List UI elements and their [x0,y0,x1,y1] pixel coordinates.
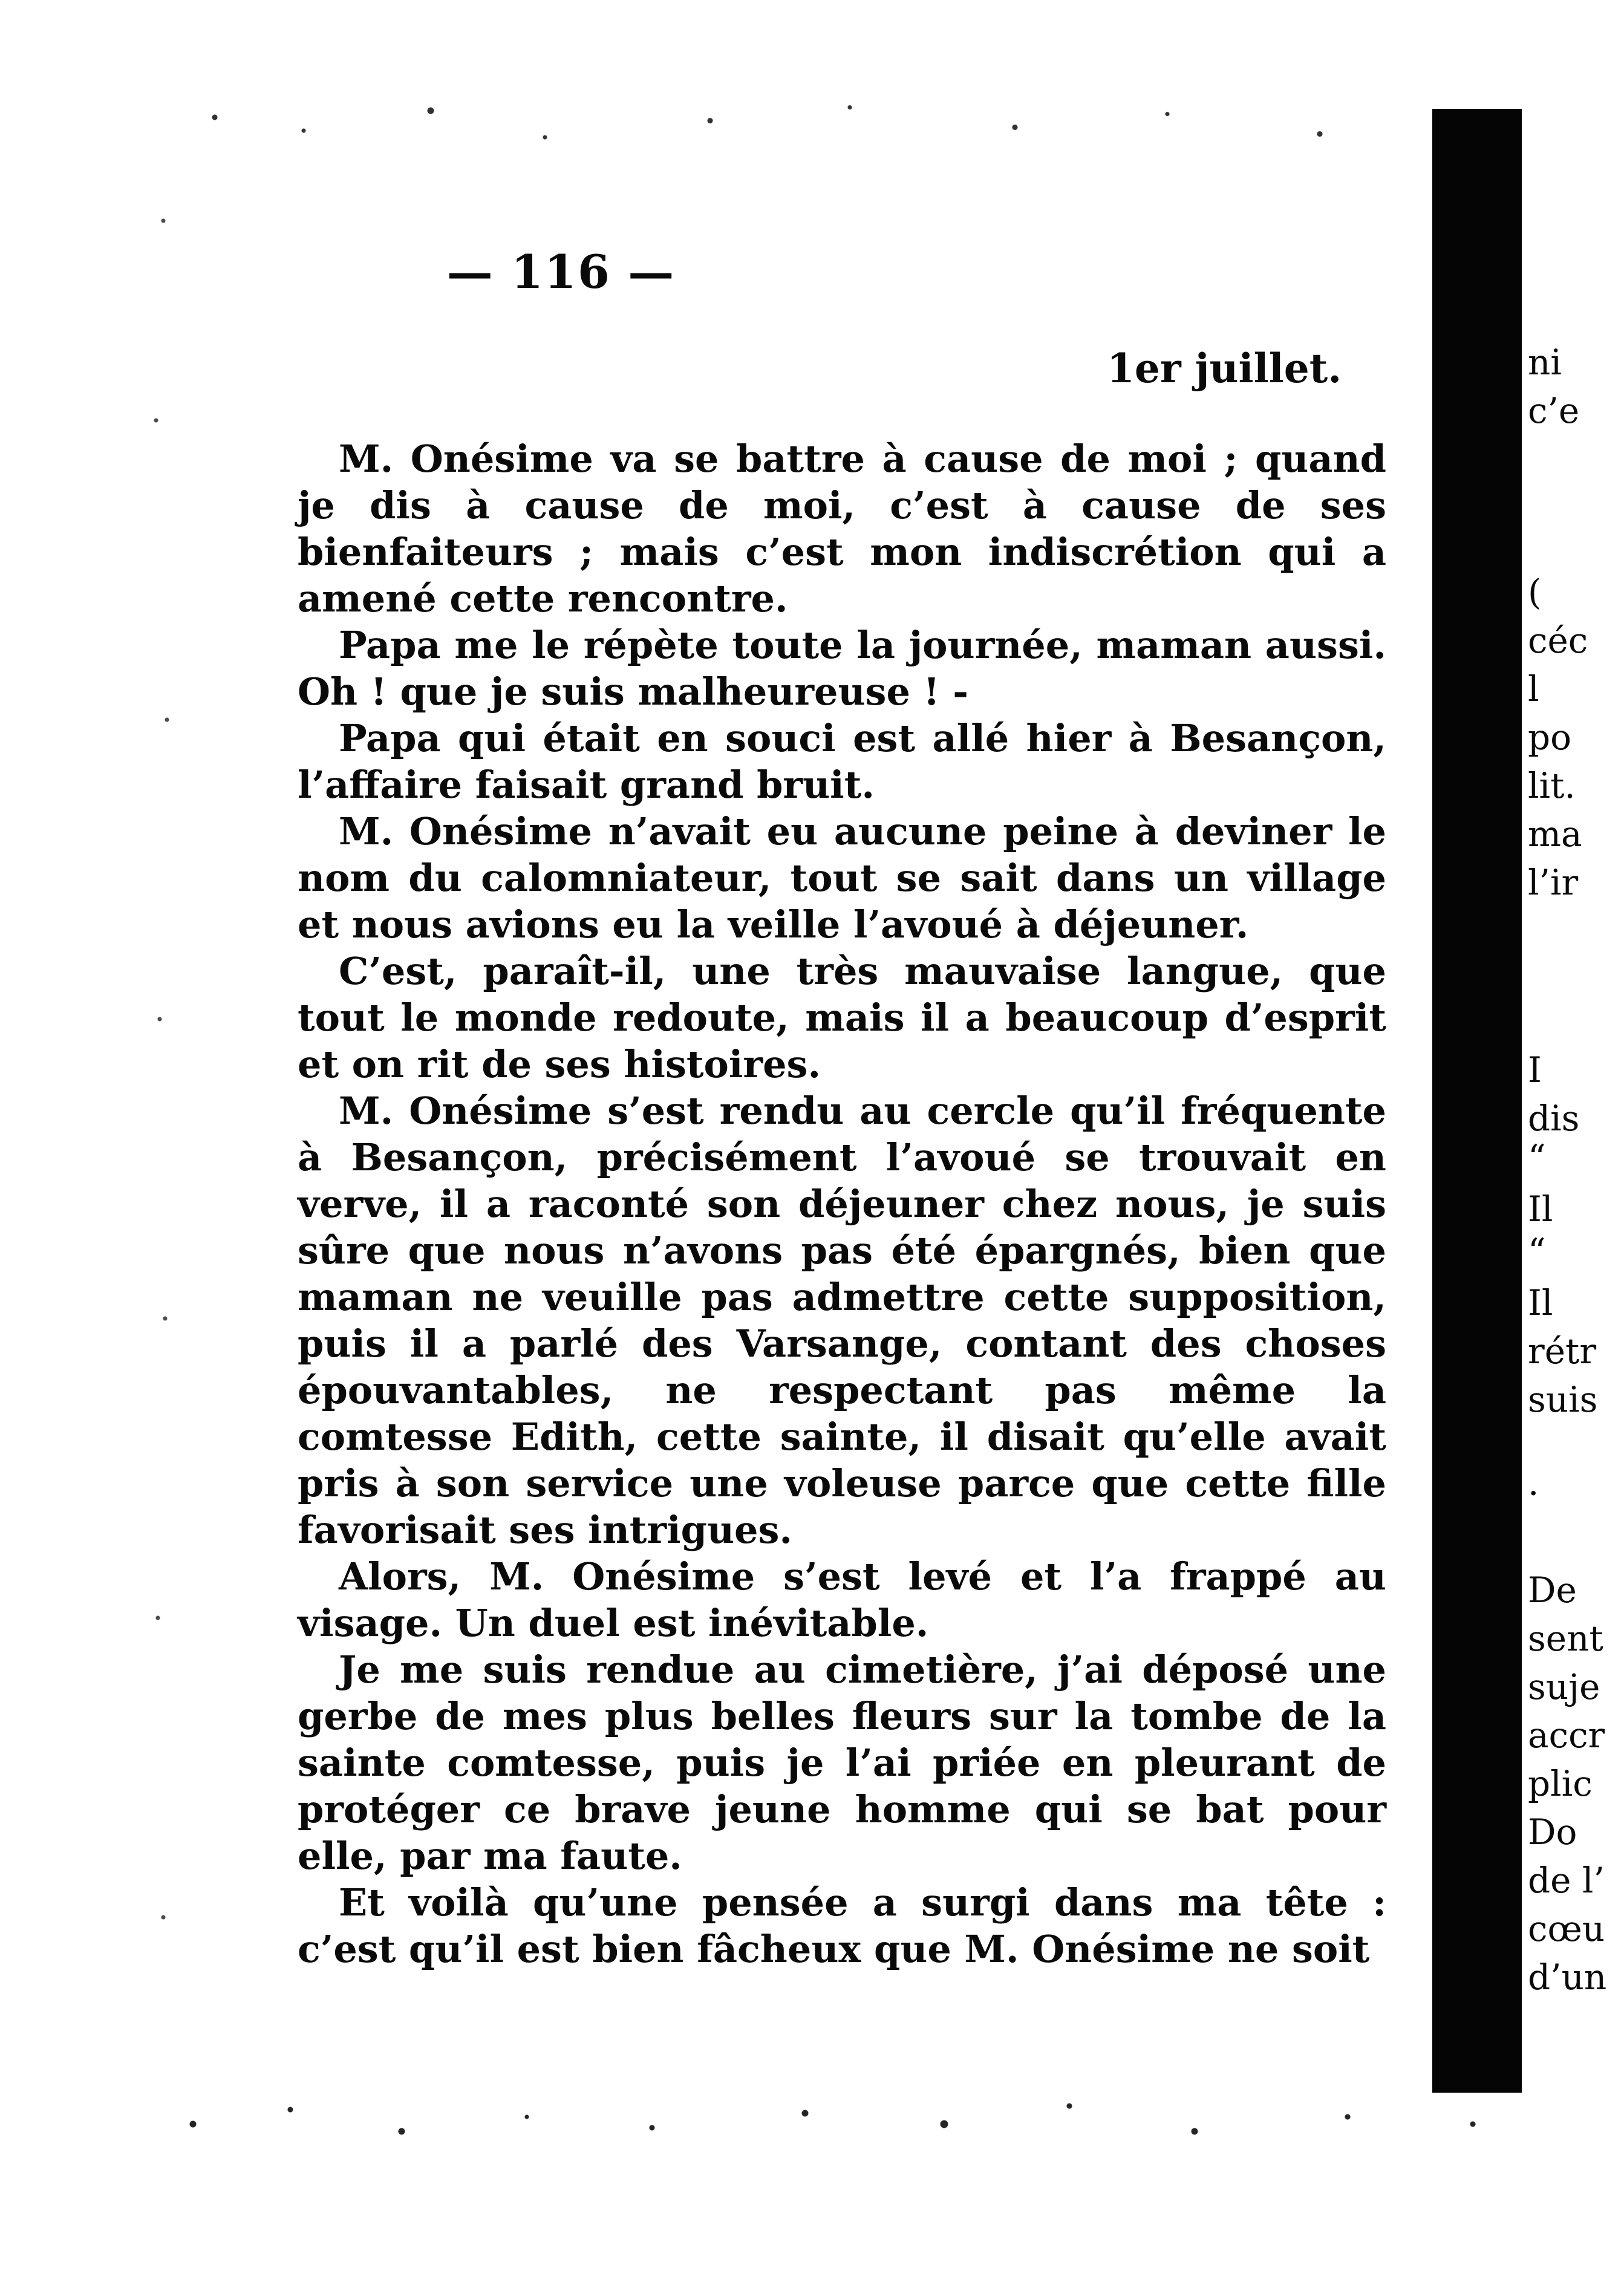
next-page-fragment: rétr [1528,1331,1597,1372]
next-page-fragment: De [1528,1570,1577,1611]
next-page-fragment: dis [1528,1098,1580,1139]
next-page-fragment: plic [1528,1763,1593,1804]
next-page-edge [1522,0,1624,2285]
next-page-fragment: suje [1528,1666,1600,1707]
paragraph: Et voilà qu’une pensée a surgi dans ma tête : c’est qu’il est bien fâcheux que M. Onésime ne soit [298,1880,1386,1971]
scan-noise-top [151,91,1421,157]
next-page-fragment: d’un [1528,1957,1607,1998]
next-page-fragment: sent [1528,1618,1603,1659]
next-page-fragment: l [1528,668,1539,709]
next-page-fragment: l’ir [1528,862,1579,903]
page-body [298,435,1386,1972]
next-page-fragment: Do [1528,1811,1577,1853]
next-page-fragment: lit. [1528,765,1576,806]
next-page-fragment: accr [1528,1715,1605,1756]
next-page-fragment: de l’ [1528,1860,1605,1901]
next-page-fragment: Il [1528,1282,1553,1323]
paragraph: M. Onésime va se battre à cause de moi ; quand je dis à cause de moi, c’est à cause de ses bienfaiteurs ; mais c’est mon indiscrétion qui a amené cette rencontre. [298,437,1386,621]
scan-noise-bottom [151,2081,1542,2153]
paragraph: M. Onésime n’avait eu aucune peine à deviner le nom du calomniateur, tout se sait dans un village et nous avions eu la veille l’avoué à déjeuner. [298,809,1386,947]
paragraph: Je me suis rendue au cimetière, j’ai déposé une gerbe de mes plus belles fleurs sur la tombe de la sainte comtesse, puis je l’ai priée en pleurant de protéger ce brave jeune homme qui se bat pour elle, par ma faute. [298,1648,1386,1878]
scan-noise-left [145,121,181,2117]
paragraph: Papa qui était en souci est allé hier à Besançon, l’affaire faisait grand bruit. [298,716,1386,807]
next-page-fragment: céc [1528,620,1588,661]
page-number: — 116 — [446,245,676,299]
next-page-fragment: ni [1528,342,1562,383]
next-page-fragment: ma [1528,813,1582,855]
next-page-fragment: po [1528,717,1572,758]
paragraph: Papa me le répète toute la journée, maman aussi. Oh ! que je suis malheureuse ! - [298,623,1386,714]
next-page-fragment: cœu [1528,1908,1605,1949]
next-page-fragment: ( [1528,572,1542,613]
book-gutter [1432,109,1522,2093]
next-page-fragment: c’e [1528,390,1580,431]
next-page-fragment: Il [1528,1188,1553,1230]
next-page-fragment: “ [1528,1231,1546,1272]
paragraph: C’est, paraît-il, une très mauvaise langue, que tout le monde redoute, mais il a beaucoup d’esprit et on rit de ses histoires. [298,949,1386,1086]
paragraph: M. Onésime s’est rendu au cercle qu’il fréquente à Besançon, précisément l’avoué se trouvait en verve, il a raconté son déjeuner chez nous, je suis sûre que nous n’avons pas été épargnés, bien que maman ne veuille pas admettre cette supposition, puis il a parlé des Varsange, contant des choses épouvantables, ne respectant pas même la comtesse Edith, cette sainte, il disait qu’elle avait pris à son service une voleuse parce que cette fille favorisait ses intrigues. [298,1089,1386,1552]
next-page-fragment: suis [1528,1379,1598,1420]
paragraph: Alors, M. Onésime s’est levé et l’a frappé au visage. Un duel est inévitable. [298,1554,1386,1645]
next-page-fragment: I [1528,1049,1542,1090]
diary-date: 1er juillet. [1107,345,1342,392]
next-page-fragment: · [1528,1473,1539,1514]
next-page-fragment: “ [1528,1137,1546,1178]
